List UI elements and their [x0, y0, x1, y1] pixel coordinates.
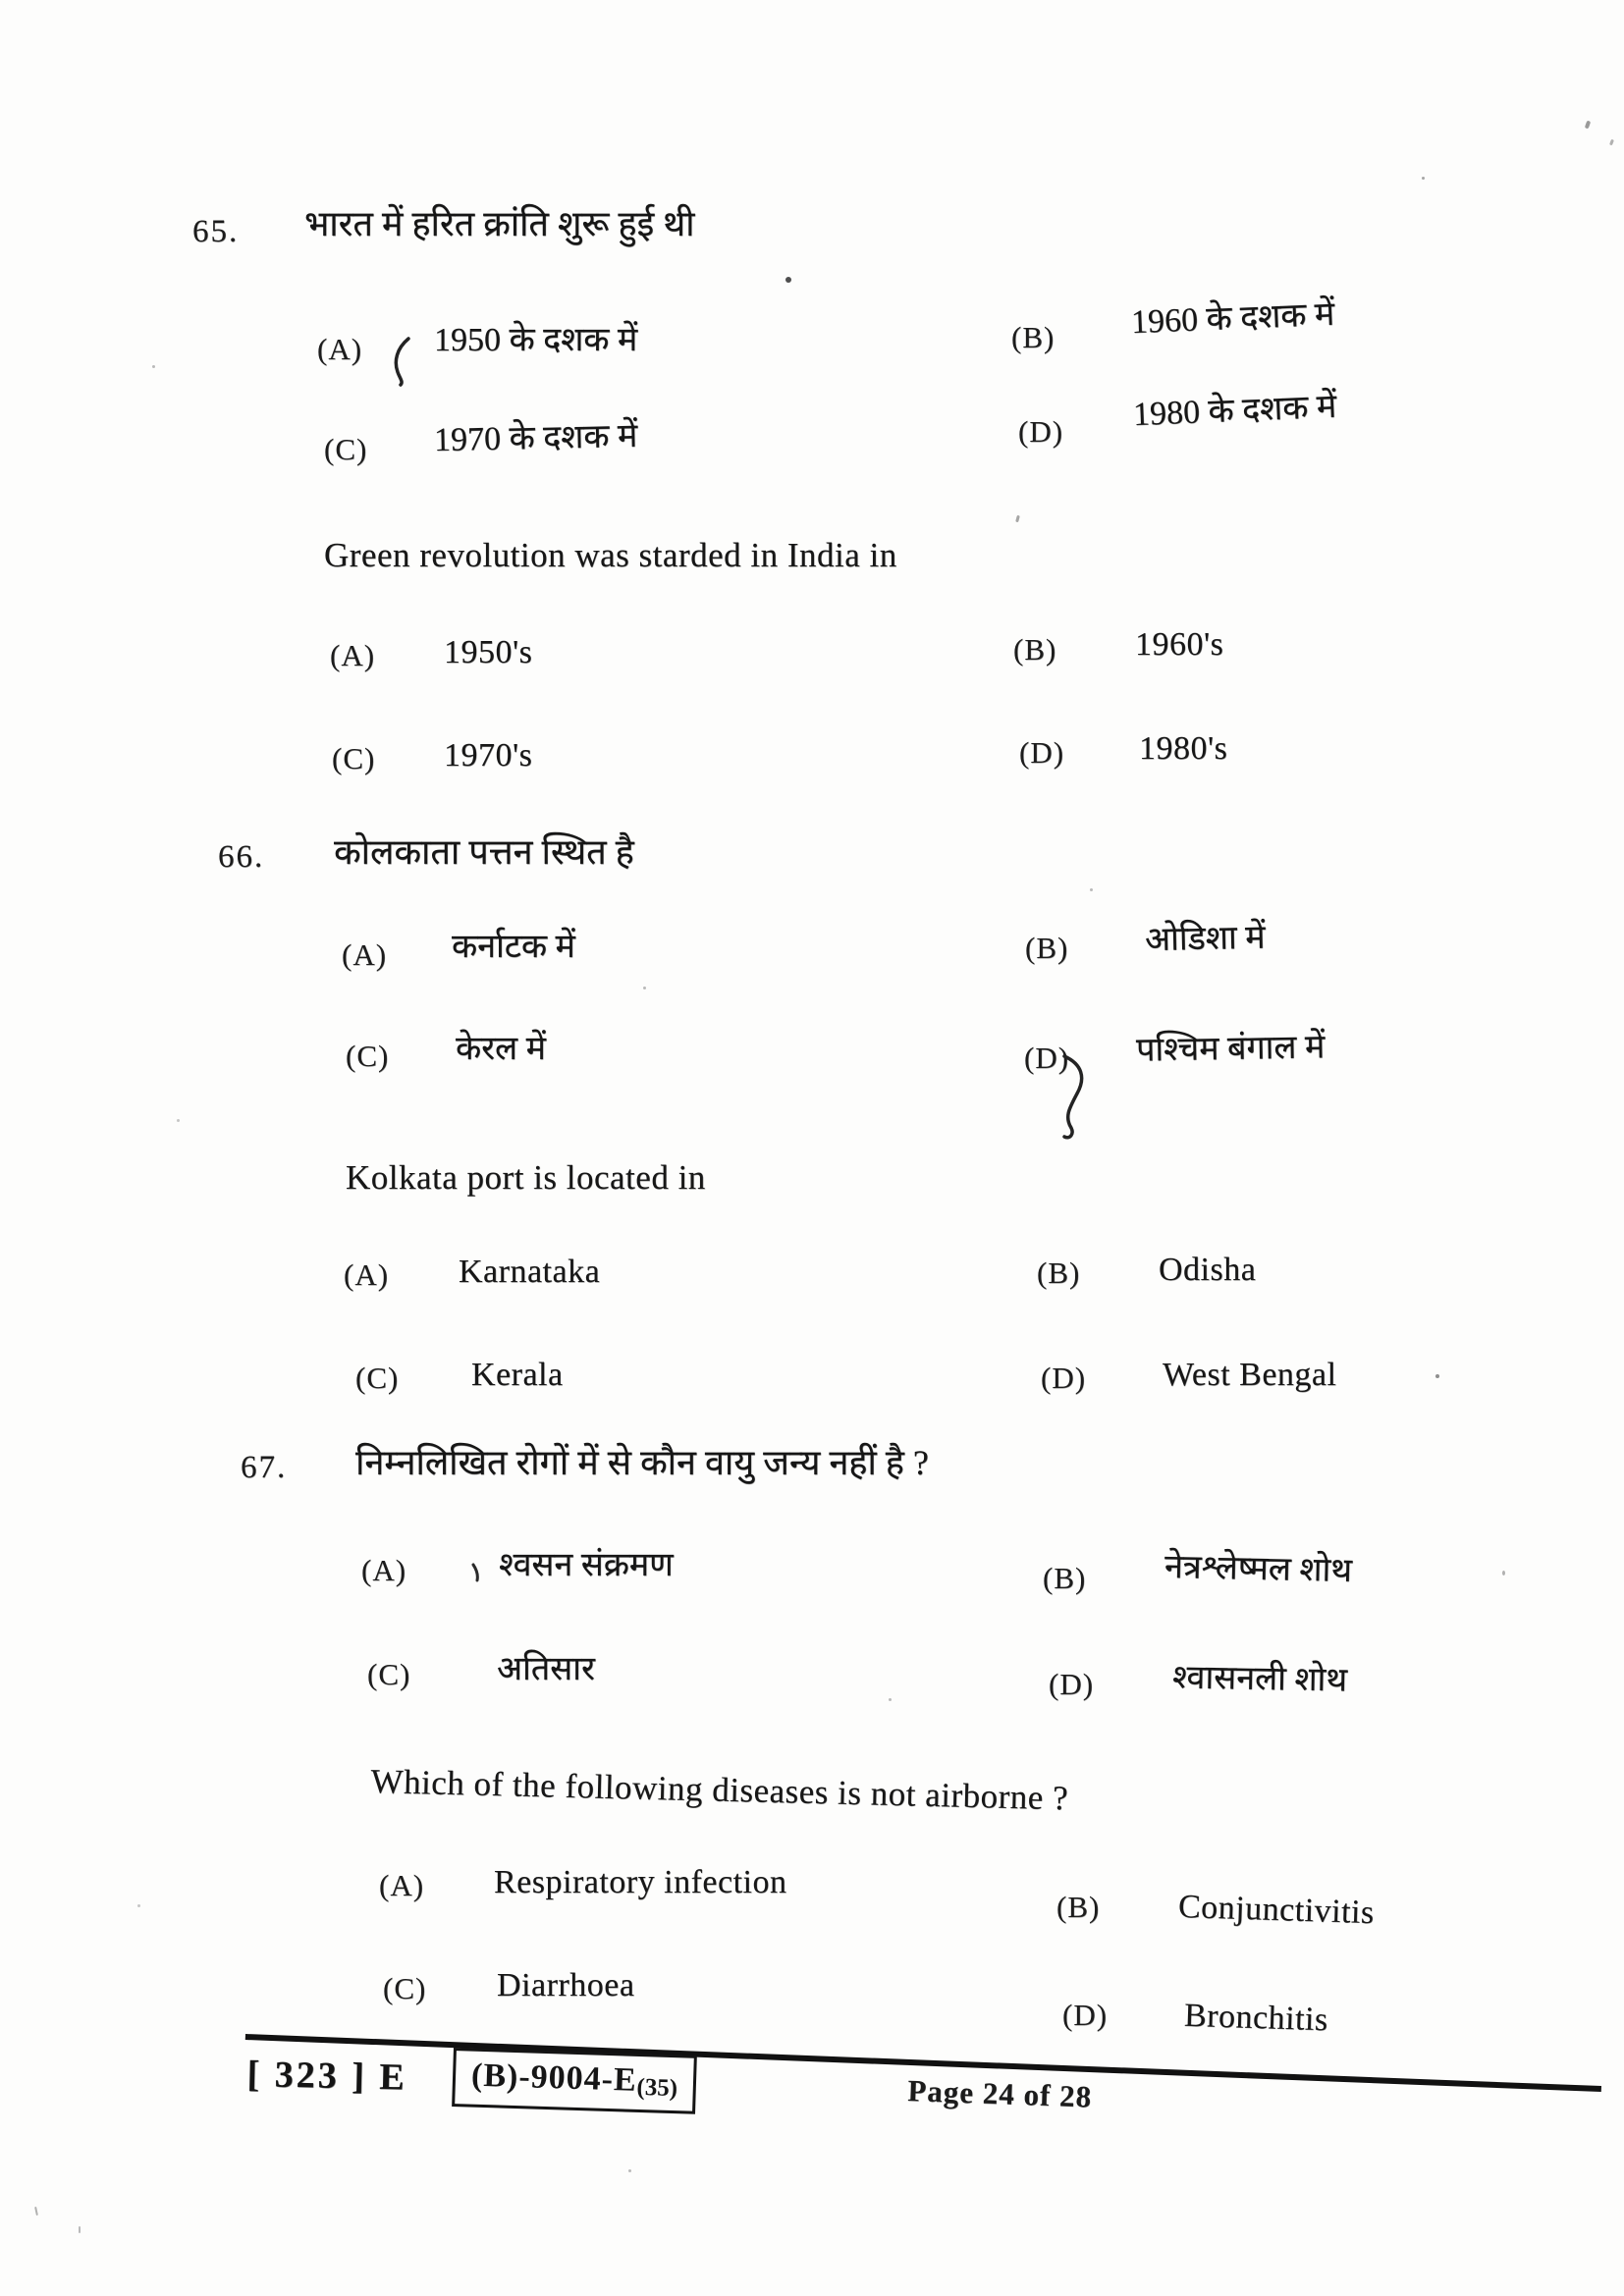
question-number: 67. — [241, 1450, 288, 1485]
option-text-hindi: कर्नाटक में — [452, 929, 575, 965]
scan-speck — [889, 1698, 892, 1701]
paper-code-box — [452, 2048, 697, 2114]
option-label: (B) — [1056, 1890, 1101, 1924]
option-text-hindi: 1980 के दशक में — [1132, 388, 1337, 434]
scan-speck — [1502, 1571, 1505, 1575]
option-label: (C) — [355, 1361, 400, 1395]
scan-speck — [643, 987, 646, 989]
option-text-english: 1960's — [1135, 626, 1224, 663]
scan-speck — [1609, 139, 1614, 146]
question-stem-hindi: कोलकाता पत्तन स्थित है — [334, 832, 634, 872]
question-stem-english: Green revolution was starded in India in — [324, 536, 897, 574]
option-label: (B) — [1025, 931, 1069, 965]
scan-speck — [137, 1904, 140, 1907]
pen-mark-icon — [1058, 1052, 1090, 1143]
option-label: (C) — [346, 1039, 390, 1073]
scan-speck — [152, 365, 155, 368]
scan-speck — [177, 1119, 180, 1122]
option-text-hindi: 1960 के दशक में — [1130, 295, 1335, 342]
option-text-hindi: केरल में — [456, 1031, 546, 1067]
option-label: (D) — [1024, 1041, 1070, 1075]
option-text-english: 1970's — [444, 737, 533, 774]
option-label: (C) — [367, 1657, 411, 1691]
option-label: (D) — [1041, 1361, 1087, 1395]
option-label: (D) — [1049, 1667, 1095, 1701]
option-label: (C) — [324, 432, 368, 466]
scan-speck — [785, 277, 791, 283]
option-text-english: Respiratory infection — [494, 1864, 787, 1900]
scan-speck — [1422, 177, 1425, 180]
question-stem-english: Which of the following diseases is not airborne ? — [370, 1762, 1069, 1818]
option-text-hindi: श्वसन संक्रमण — [499, 1547, 674, 1583]
page-number-label: Page 24 of 28 — [906, 2073, 1093, 2114]
option-label: (B) — [1011, 320, 1056, 354]
option-text-english: West Bengal — [1163, 1357, 1337, 1393]
option-text-hindi: नेत्रश्लेष्मल शोथ — [1164, 1549, 1353, 1589]
option-label: (A) — [344, 1257, 390, 1292]
option-label: (C) — [383, 1971, 427, 2005]
option-text-hindi: श्वासनली शोथ — [1171, 1659, 1348, 1699]
option-label: (B) — [1037, 1255, 1081, 1290]
scan-speck — [1585, 121, 1591, 130]
option-text-english: Odisha — [1159, 1252, 1257, 1288]
option-label: (A) — [361, 1553, 407, 1587]
option-text-english: Diarrhoea — [497, 1967, 635, 2003]
option-label: (A) — [379, 1868, 425, 1902]
scan-speck — [1015, 515, 1020, 523]
option-text-english: Kerala — [471, 1357, 564, 1393]
option-text-hindi: 1950 के दशक में — [434, 322, 638, 358]
pen-mark-icon — [389, 336, 414, 387]
question-stem-hindi: भारत में हरित क्रांति शुरू हुई थी — [304, 204, 695, 243]
scan-speck — [34, 2207, 38, 2216]
option-label: (D) — [1062, 1998, 1109, 2032]
option-text-hindi: 1970 के दशक में — [433, 417, 638, 459]
option-text-english: 1950's — [444, 634, 533, 670]
question-number: 66. — [218, 839, 265, 875]
option-label: (D) — [1019, 735, 1065, 770]
booklet-code: [ 323 ] E — [246, 2054, 408, 2099]
option-label: (C) — [332, 741, 376, 775]
option-label: (A) — [342, 937, 388, 972]
scan-speck — [1090, 888, 1093, 891]
option-text-english: Conjunctivitis — [1177, 1888, 1376, 1932]
paper-code: (B)-9004-E — [470, 2056, 638, 2099]
option-text-hindi: अतिसार — [497, 1651, 595, 1687]
option-label: (A) — [330, 638, 376, 672]
scan-speck — [628, 2169, 631, 2172]
option-label: (A) — [317, 332, 363, 366]
question-stem-english: Kolkata port is located in — [346, 1158, 706, 1197]
question-stem-hindi: निम्नलिखित रोगों में से कौन वायु जन्य नहीं है ? — [355, 1443, 929, 1482]
paper-code-suffix: (35) — [636, 2073, 678, 2103]
pen-tick-icon — [469, 1563, 483, 1582]
option-label: (B) — [1013, 632, 1057, 667]
scan-speck — [1435, 1374, 1439, 1378]
scan-speck — [79, 2226, 81, 2233]
option-text-hindi: पश्चिम बंगाल में — [1135, 1029, 1326, 1069]
option-text-english: Bronchitis — [1183, 1997, 1329, 2039]
question-number: 65. — [192, 214, 240, 249]
option-label: (B) — [1043, 1561, 1087, 1595]
option-text-hindi: ओडिशा में — [1144, 919, 1266, 959]
option-text-english: Karnataka — [459, 1254, 601, 1290]
option-label: (D) — [1018, 414, 1064, 449]
option-text-english: 1980's — [1139, 730, 1228, 767]
